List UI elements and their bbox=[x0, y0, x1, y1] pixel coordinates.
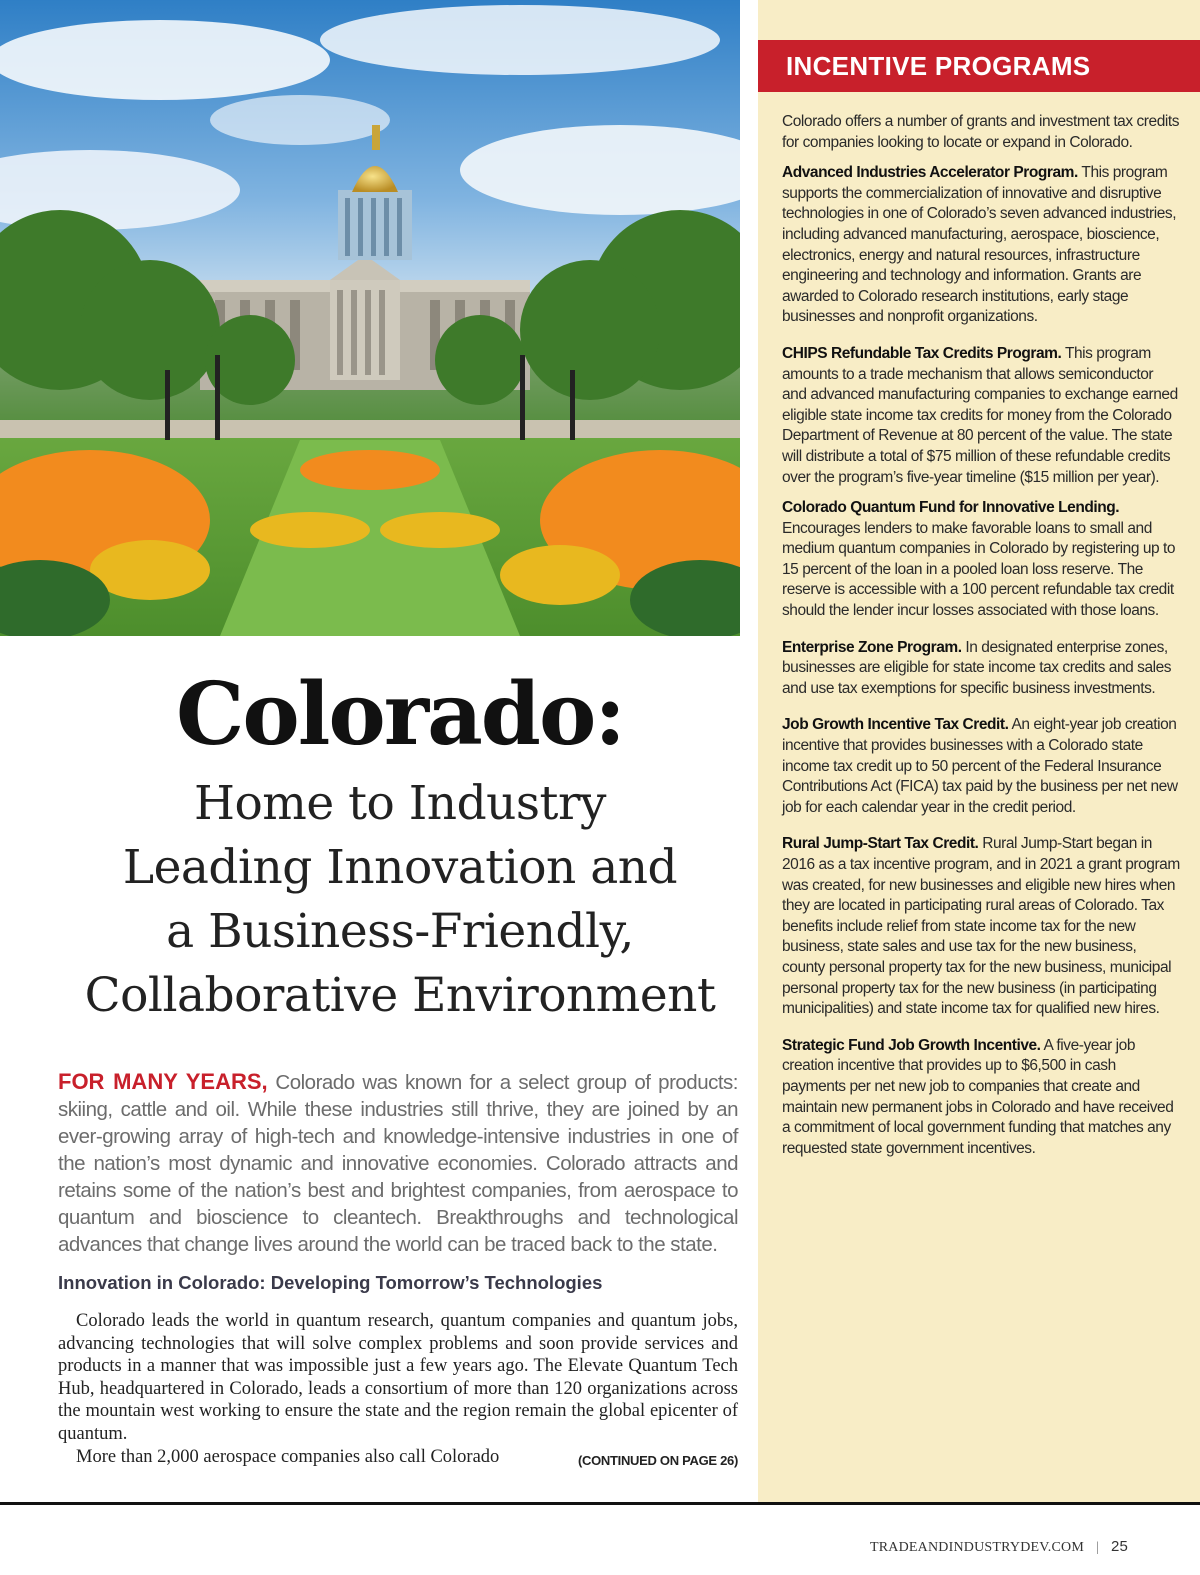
lead-paragraph bbox=[58, 1068, 738, 1258]
program-text: This program amounts to a trade mechanism that allows semiconductor and advanced manufacturing companies to exchange earned eligible state income tax credits for money from the Colorado Department of Revenue at 80 percent of the value. The state will distribute a total of $75 million of these refundable credits over the program’s five-year timeline ($15 million per year). bbox=[782, 344, 1178, 486]
program-name: Enterprise Zone Program. bbox=[782, 638, 962, 656]
sidebar-intro: Colorado offers a number of grants and investment tax credits for companies looking to locate or expand in Colorado. bbox=[782, 113, 1180, 151]
program-text: Rural Jump-Start began in 2016 as a tax incentive program, and in 2021 a grant program was created, for new businesses and eligible new hires when they are located in participating rural areas of Colorado. Tax benefits include relief from state income tax for the new business, state sales and use tax for the new business, county personal property tax for the new business, municipal personal property tax for the new business (in participating municipalities) and state income tax for qualified new hires. bbox=[782, 835, 1180, 1018]
section-heading: Innovation in Colorado: Developing Tomorrow’s Technologies bbox=[58, 1272, 603, 1293]
sidebar-header: INCENTIVE PROGRAMS bbox=[758, 40, 1200, 92]
body-paragraph: Colorado leads the world in quantum research, quantum companies and quantum jobs, advancing technologies that will solve complex problems and soon provide services and products in a manner that was impossible just a few years ago. The Elevate Quantum Tech Hub, headquartered in Colorado, leads a consortium of more than 120 organizations across the mountain west working to ensure the state and the region remain the global epicenter of quantum. bbox=[58, 1311, 738, 1444]
program-item bbox=[782, 1036, 1180, 1160]
incentive-programs-sidebar bbox=[758, 0, 1200, 1503]
subtitle-line: Leading Innovation and bbox=[122, 840, 678, 895]
body-paragraph-text: More than 2,000 aerospace companies also call Colorado bbox=[76, 1446, 500, 1467]
program-item bbox=[782, 834, 1180, 1019]
footer-rule bbox=[0, 1502, 1200, 1505]
program-name: Job Growth Incentive Tax Credit. bbox=[782, 716, 1009, 734]
footer-separator: | bbox=[1095, 1540, 1099, 1555]
program-item bbox=[782, 344, 1180, 488]
program-name: Rural Jump-Start Tax Credit. bbox=[782, 835, 979, 853]
program-name: Colorado Quantum Fund for Innovative Lending. bbox=[782, 499, 1120, 517]
program-name: Advanced Industries Accelerator Program. bbox=[782, 164, 1078, 182]
lead-text: Colorado was known for a select group of products: skiing, cattle and oil. While these industries still thrive, they are joined by an ever-growing array of high-tech and knowledge-intensive industries in one of the nation’s most dynamic and innovative economies. Colorado attracts and retains some of the nation’s best and brightest companies, from aerospace to quantum and bioscience to cleantech. Breakthroughs and technological advances that change lives around the world can be traced back to the state. bbox=[58, 1071, 738, 1256]
program-text: In designated enterprise zones, businesses are eligible for state income tax credits and sales and use tax exemptions for specific business investments. bbox=[782, 638, 1172, 697]
program-item bbox=[782, 498, 1180, 622]
program-item bbox=[782, 715, 1180, 818]
program-name: Strategic Fund Job Growth Incentive. bbox=[782, 1036, 1041, 1054]
program-item bbox=[782, 163, 1180, 328]
article-title: Colorado: bbox=[175, 664, 625, 765]
subtitle-line: a Business-Friendly, bbox=[166, 904, 634, 959]
program-name: CHIPS Refundable Tax Credits Program. bbox=[782, 344, 1062, 362]
program-text: An eight-year job creation incentive that provides businesses with a Colorado state income tax credit up to 50 percent of the Federal Insurance Contributions Act (FICA) tax paid by the business per net new job for each calendar year in the credit period. bbox=[782, 716, 1178, 816]
body-paragraph bbox=[58, 1446, 738, 1469]
lead-in: FOR MANY YEARS, bbox=[58, 1069, 268, 1094]
page-number: 25 bbox=[1110, 1538, 1129, 1555]
article-body bbox=[58, 1310, 738, 1472]
sidebar-body bbox=[782, 112, 1180, 1169]
subtitle-line: Collaborative Environment bbox=[84, 968, 716, 1023]
continued-note: (CONTINUED ON PAGE 26) bbox=[577, 1452, 738, 1468]
page-footer bbox=[870, 1538, 1170, 1556]
capitol-photo-illustration bbox=[0, 0, 740, 636]
article-subtitle bbox=[20, 772, 780, 1028]
program-text: A five-year job creation incentive that provides up to $6,500 in cash payments per net new job to companies that create and maintain new permanent jobs in Colorado and have received a commitment of local government funding that matches any requested state government incentives. bbox=[782, 1036, 1174, 1157]
subtitle-line: Home to Industry bbox=[194, 776, 606, 831]
hero-photo bbox=[0, 0, 740, 636]
footer-site: TRADEANDINDUSTRYDEV.COM bbox=[870, 1540, 1084, 1555]
program-item bbox=[782, 638, 1180, 700]
program-text: Encourages lenders to make favorable loans to small and medium quantum companies in Colorado by registering up to 15 percent of the loan in a pooled loan loss reserve. The reserve is accessible with a 100 percent refundable tax credit should the lender incur losses associated with those loans. bbox=[782, 519, 1176, 620]
program-text: This program supports the commercialization of innovative and disruptive technologies in one of Colorado’s seven advanced industries, including advanced manufacturing, aerospace, bioscience, electronics, energy and natural resources, infrastructure engineering and technology and information. Grants are awarded to Colorado research institutions, early stage businesses and nonprofit organizations. bbox=[782, 164, 1177, 326]
